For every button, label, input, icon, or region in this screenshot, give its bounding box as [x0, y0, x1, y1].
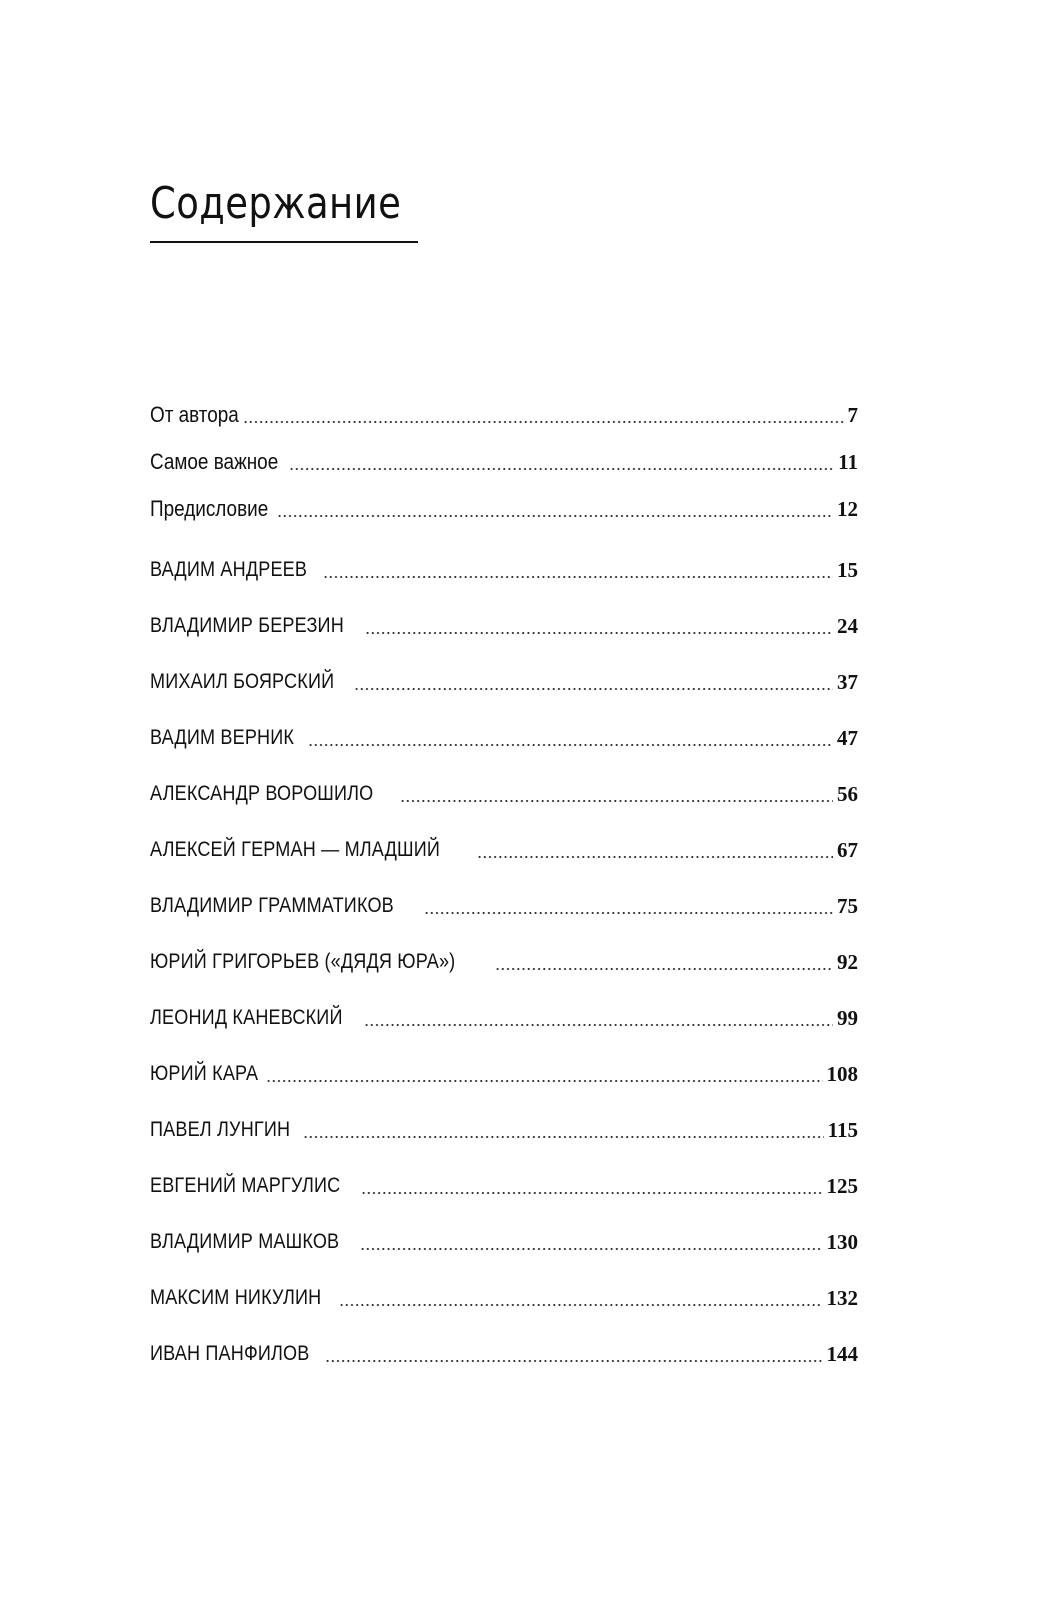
page-title: Содержание	[150, 178, 402, 229]
toc-entry[interactable]	[150, 398, 858, 428]
dot-leader	[361, 1192, 822, 1194]
dot-leader	[303, 1136, 824, 1138]
toc-entry[interactable]	[150, 945, 858, 975]
toc-entry[interactable]	[150, 492, 858, 522]
dot-leader	[289, 468, 834, 470]
toc-entry-page: 99	[837, 1006, 858, 1030]
toc-entry[interactable]	[150, 665, 858, 695]
dot-leader	[365, 632, 833, 634]
toc-entry-page: 132	[826, 1286, 858, 1310]
toc-entry-label: МИХАИЛ БОЯРСКИЙ	[150, 670, 335, 693]
toc-entry[interactable]	[150, 721, 858, 751]
toc-entry-label: Самое важное	[150, 449, 279, 474]
toc-entry-page: 92	[837, 950, 858, 974]
toc-entry-page: 15	[837, 558, 858, 582]
toc-entry-label: АЛЕКСЕЙ ГЕРМАН — МЛАДШИЙ	[150, 838, 441, 861]
dot-leader	[308, 744, 833, 746]
toc-entry[interactable]	[150, 1001, 858, 1031]
dot-leader	[243, 421, 843, 423]
toc-entry[interactable]	[150, 1169, 858, 1199]
toc-entry-page: 144	[826, 1342, 858, 1366]
toc-entry-label: АЛЕКСАНДР ВОРОШИЛО	[150, 782, 374, 805]
dot-leader	[495, 968, 833, 970]
dot-leader	[266, 1080, 823, 1082]
toc-entry-label: ВАДИМ АНДРЕЕВ	[150, 558, 308, 581]
toc-entry-page: 47	[837, 726, 858, 750]
toc-entry-page: 115	[827, 1118, 858, 1142]
toc-entry-label: ВЛАДИМИР ГРАММАТИКОВ	[150, 894, 394, 917]
toc-entry-page: 75	[837, 894, 858, 918]
toc-entry-label: Предисловие	[150, 496, 269, 521]
toc-entry-label: ВЛАДИМИР БЕРЕЗИН	[150, 614, 344, 637]
toc-list	[150, 0, 858, 1597]
toc-entry-label: ЛЕОНИД КАНЕВСКИЙ	[150, 1006, 343, 1029]
toc-entry-page: 108	[826, 1062, 858, 1086]
toc-entry-label: ВАДИМ ВЕРНИК	[150, 726, 295, 749]
toc-entry-label: ЕВГЕНИЙ МАРГУЛИС	[150, 1174, 341, 1197]
toc-entry-page: 11	[838, 450, 858, 474]
toc-entry[interactable]	[150, 1057, 858, 1087]
dot-leader	[364, 1024, 833, 1026]
toc-entry-label: ПАВЕЛ ЛУНГИН	[150, 1118, 291, 1141]
toc-entry-label: ИВАН ПАНФИЛОВ	[150, 1342, 310, 1365]
toc-entry-page: 130	[826, 1230, 858, 1254]
toc-entry-label: ЮРИЙ КАРА	[150, 1062, 259, 1085]
toc-entry[interactable]	[150, 777, 858, 807]
toc-entry-page: 56	[837, 782, 858, 806]
toc-entry[interactable]	[150, 1113, 858, 1143]
toc-entry[interactable]	[150, 833, 858, 863]
toc-entry-label: ЮРИЙ ГРИГОРЬЕВ («ДЯДЯ ЮРА»)	[150, 950, 456, 973]
toc-entry[interactable]	[150, 1281, 858, 1311]
toc-entry[interactable]	[150, 609, 858, 639]
toc-entry[interactable]	[150, 445, 858, 475]
toc-entry-page: 67	[837, 838, 858, 862]
dot-leader	[339, 1304, 822, 1306]
toc-entry-label: От автора	[150, 402, 239, 427]
dot-leader	[424, 912, 833, 914]
toc-entry-label: МАКСИМ НИКУЛИН	[150, 1286, 322, 1309]
dot-leader	[323, 576, 833, 578]
toc-entry-page: 7	[847, 403, 858, 427]
dot-leader	[277, 515, 833, 517]
toc-entry-page: 12	[837, 497, 858, 521]
toc-entry[interactable]	[150, 1225, 858, 1255]
dot-leader	[325, 1360, 822, 1362]
toc-entry-page: 24	[837, 614, 858, 638]
toc-entry-label: ВЛАДИМИР МАШКОВ	[150, 1230, 340, 1253]
toc-entry-page: 37	[837, 670, 858, 694]
dot-leader	[477, 856, 833, 858]
dot-leader	[400, 800, 833, 802]
toc-entry-page: 125	[826, 1174, 858, 1198]
dot-leader	[360, 1248, 822, 1250]
toc-entry[interactable]	[150, 1337, 858, 1367]
dot-leader	[354, 688, 833, 690]
toc-entry[interactable]	[150, 553, 858, 583]
toc-entry[interactable]	[150, 889, 858, 919]
